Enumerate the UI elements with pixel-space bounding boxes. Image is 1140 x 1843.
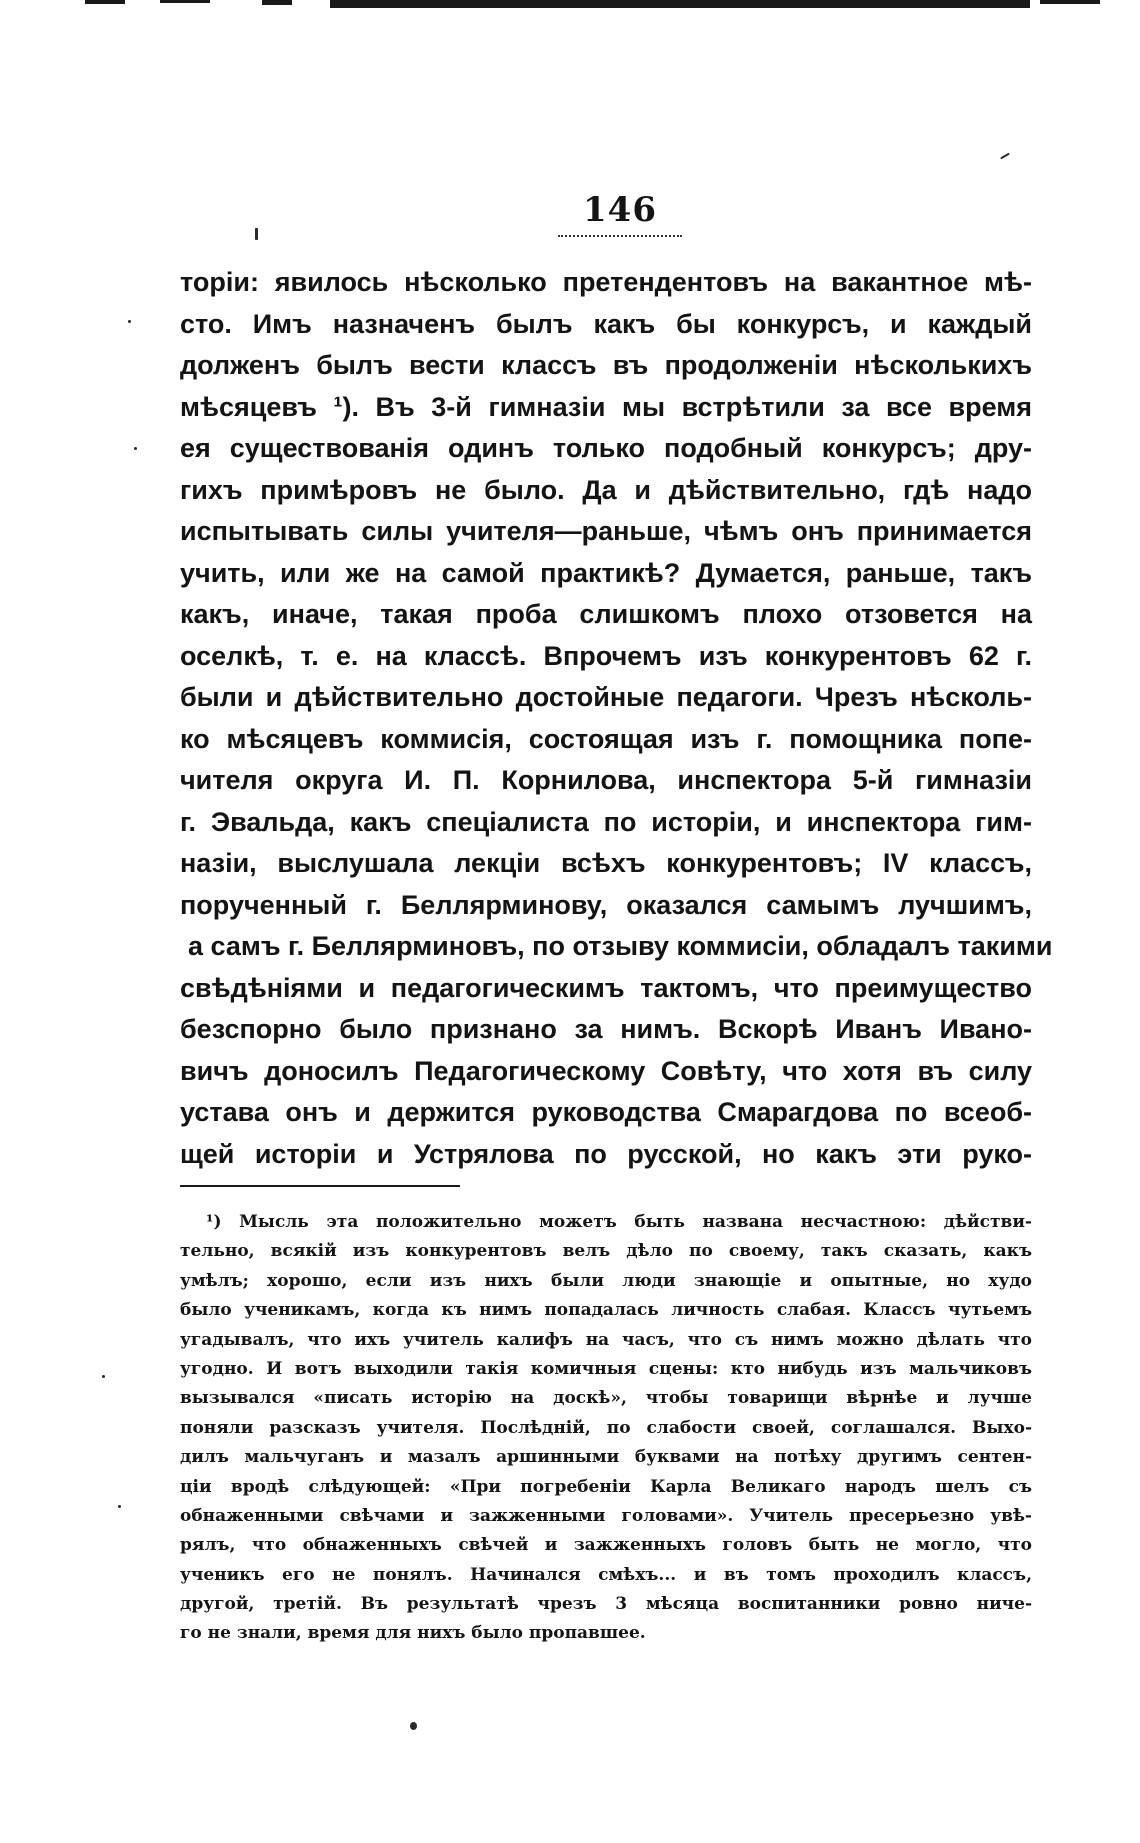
footnote-line: рялъ, что обнаженныхъ свѣчей и зажженныхъ головъ быть не могло, что (180, 1535, 1032, 1556)
scan-top-edge-marks (0, 0, 1140, 10)
footnote-line: вызывался «писать исторію на доскѣ», чтобы товарищи вѣрнѣе и лучше (180, 1388, 1032, 1409)
body-line: а самъ г. Беллярминовъ, по отзыву коммисіи, обладалъ такими (188, 931, 1053, 961)
body-line: г. Эвальда, какъ спеціалиста по исторіи, и инспектора гим- (180, 806, 1032, 837)
scan-speck (255, 228, 258, 240)
footnote-line: тельно, всякій изъ конкурентовъ велъ дѣло по своему, такъ сказать, какъ (180, 1241, 1032, 1262)
body-line: испытывать силы учителя—раньше, чѣмъ онъ принимается (180, 516, 1032, 546)
page-number-rule (558, 235, 682, 237)
body-line: какъ, иначе, такая проба слишкомъ плохо отзовется на (180, 599, 1032, 629)
body-line: назіи, выслушала лекціи всѣхъ конкурентовъ; IV классъ, (180, 848, 1032, 878)
footnote-separator-rule (180, 1185, 460, 1187)
footnote-line: другой, третій. Въ результатѣ чрезъ 3 мѣсяца воспитанники ровно ниче- (180, 1594, 1032, 1615)
body-line: щей исторіи и Устрялова по русской, но какъ эти руко- (180, 1138, 1032, 1169)
scan-speck (134, 447, 137, 450)
body-line: оселкѣ, т. е. на классѣ. Впрочемъ изъ конкурентовъ 62 г. (180, 640, 1032, 671)
page-number: 146 (583, 190, 657, 230)
footnote-line: умѣлъ; хорошо, если изъ нихъ были люди знающіе и опытные, но худо (180, 1270, 1032, 1291)
body-line: вичъ доносилъ Педагогическому Совѣту, что хотя въ силу (180, 1055, 1032, 1086)
footnote (180, 1208, 1032, 1649)
footnote-line: ¹) Мысль эта положительно можетъ быть названа несчастною: дѣйстви- (206, 1212, 1032, 1232)
footnote-line: дилъ мальчуганъ и мазалъ аршинными буквами на потѣху другимъ сентен- (180, 1447, 1032, 1468)
footnote-line: обнаженными свѣчами и зажженными головами». Учитель пресерьезно увѣ- (180, 1505, 1032, 1526)
footnote-line: го не знали, время для нихъ было пропавшее. (180, 1623, 646, 1644)
body-line: чителя округа И. П. Корнилова, инспектора 5-й гимназіи (180, 765, 1032, 795)
body-line: сто. Имъ назначенъ былъ какъ бы конкурсъ, и каждый (180, 308, 1032, 339)
body-line: порученный г. Беллярминову, оказался самымъ лучшимъ, (180, 889, 1032, 920)
body-line: мѣсяцевъ ¹). Въ 3-й гимназіи мы встрѣтили за все время (180, 391, 1032, 422)
scan-speck (118, 1505, 121, 1508)
body-line: гихъ примѣровъ не было. Да и дѣйствительно, гдѣ надо (180, 474, 1032, 505)
body-line: ко мѣсяцевъ коммисія, состоящая изъ г. помощника попе- (180, 723, 1032, 754)
body-text (180, 262, 1053, 1175)
footnote-line: было ученикамъ, когда къ нимъ попадалась личность слабая. Классъ чутьемъ (180, 1300, 1032, 1321)
scan-speck (410, 1722, 417, 1730)
body-line: ея существованія одинъ только подобный конкурсъ; дру- (180, 433, 1032, 463)
body-line: безспорно было признано за нимъ. Вскорѣ Иванъ Ивано- (180, 1014, 1032, 1044)
body-line: свѣдѣніями и педагогическимъ тактомъ, что преимущество (180, 972, 1032, 1003)
body-line: учить, или же на самой практикѣ? Думается, раньше, такъ (180, 557, 1032, 588)
footnote-line: ученикъ его не понялъ. Начинался смѣхъ... и въ томъ проходилъ классъ, (180, 1564, 1032, 1585)
body-line: торіи: явилось нѣсколько претендентовъ на вакантное мѣ- (180, 267, 1032, 297)
scan-speck (102, 1375, 105, 1378)
body-line: были и дѣйствительно достойные педагоги. Чрезъ нѣсколь- (180, 682, 1032, 712)
footnote-line: ціи вродѣ слѣдующей: «При погребеніи Карла Великаго народъ шелъ съ (180, 1476, 1032, 1497)
body-line: долженъ былъ вести классъ въ продолженіи нѣсколькихъ (180, 350, 1032, 380)
scan-speck (1000, 153, 1010, 160)
footnote-line: угодно. И вотъ выходили такія комичныя сцены: кто нибудь изъ мальчиковъ (180, 1358, 1032, 1379)
footnote-line: поняли разсказъ учителя. Послѣдній, по слабости своей, соглашался. Выхо- (180, 1417, 1032, 1438)
footnote-line: угадывалъ, что ихъ учитель калифъ на часъ, что съ нимъ можно дѣлать что (180, 1329, 1032, 1350)
scan-speck (128, 320, 131, 323)
body-line: устава онъ и держится руководства Смарагдова по всеоб- (180, 1097, 1032, 1127)
